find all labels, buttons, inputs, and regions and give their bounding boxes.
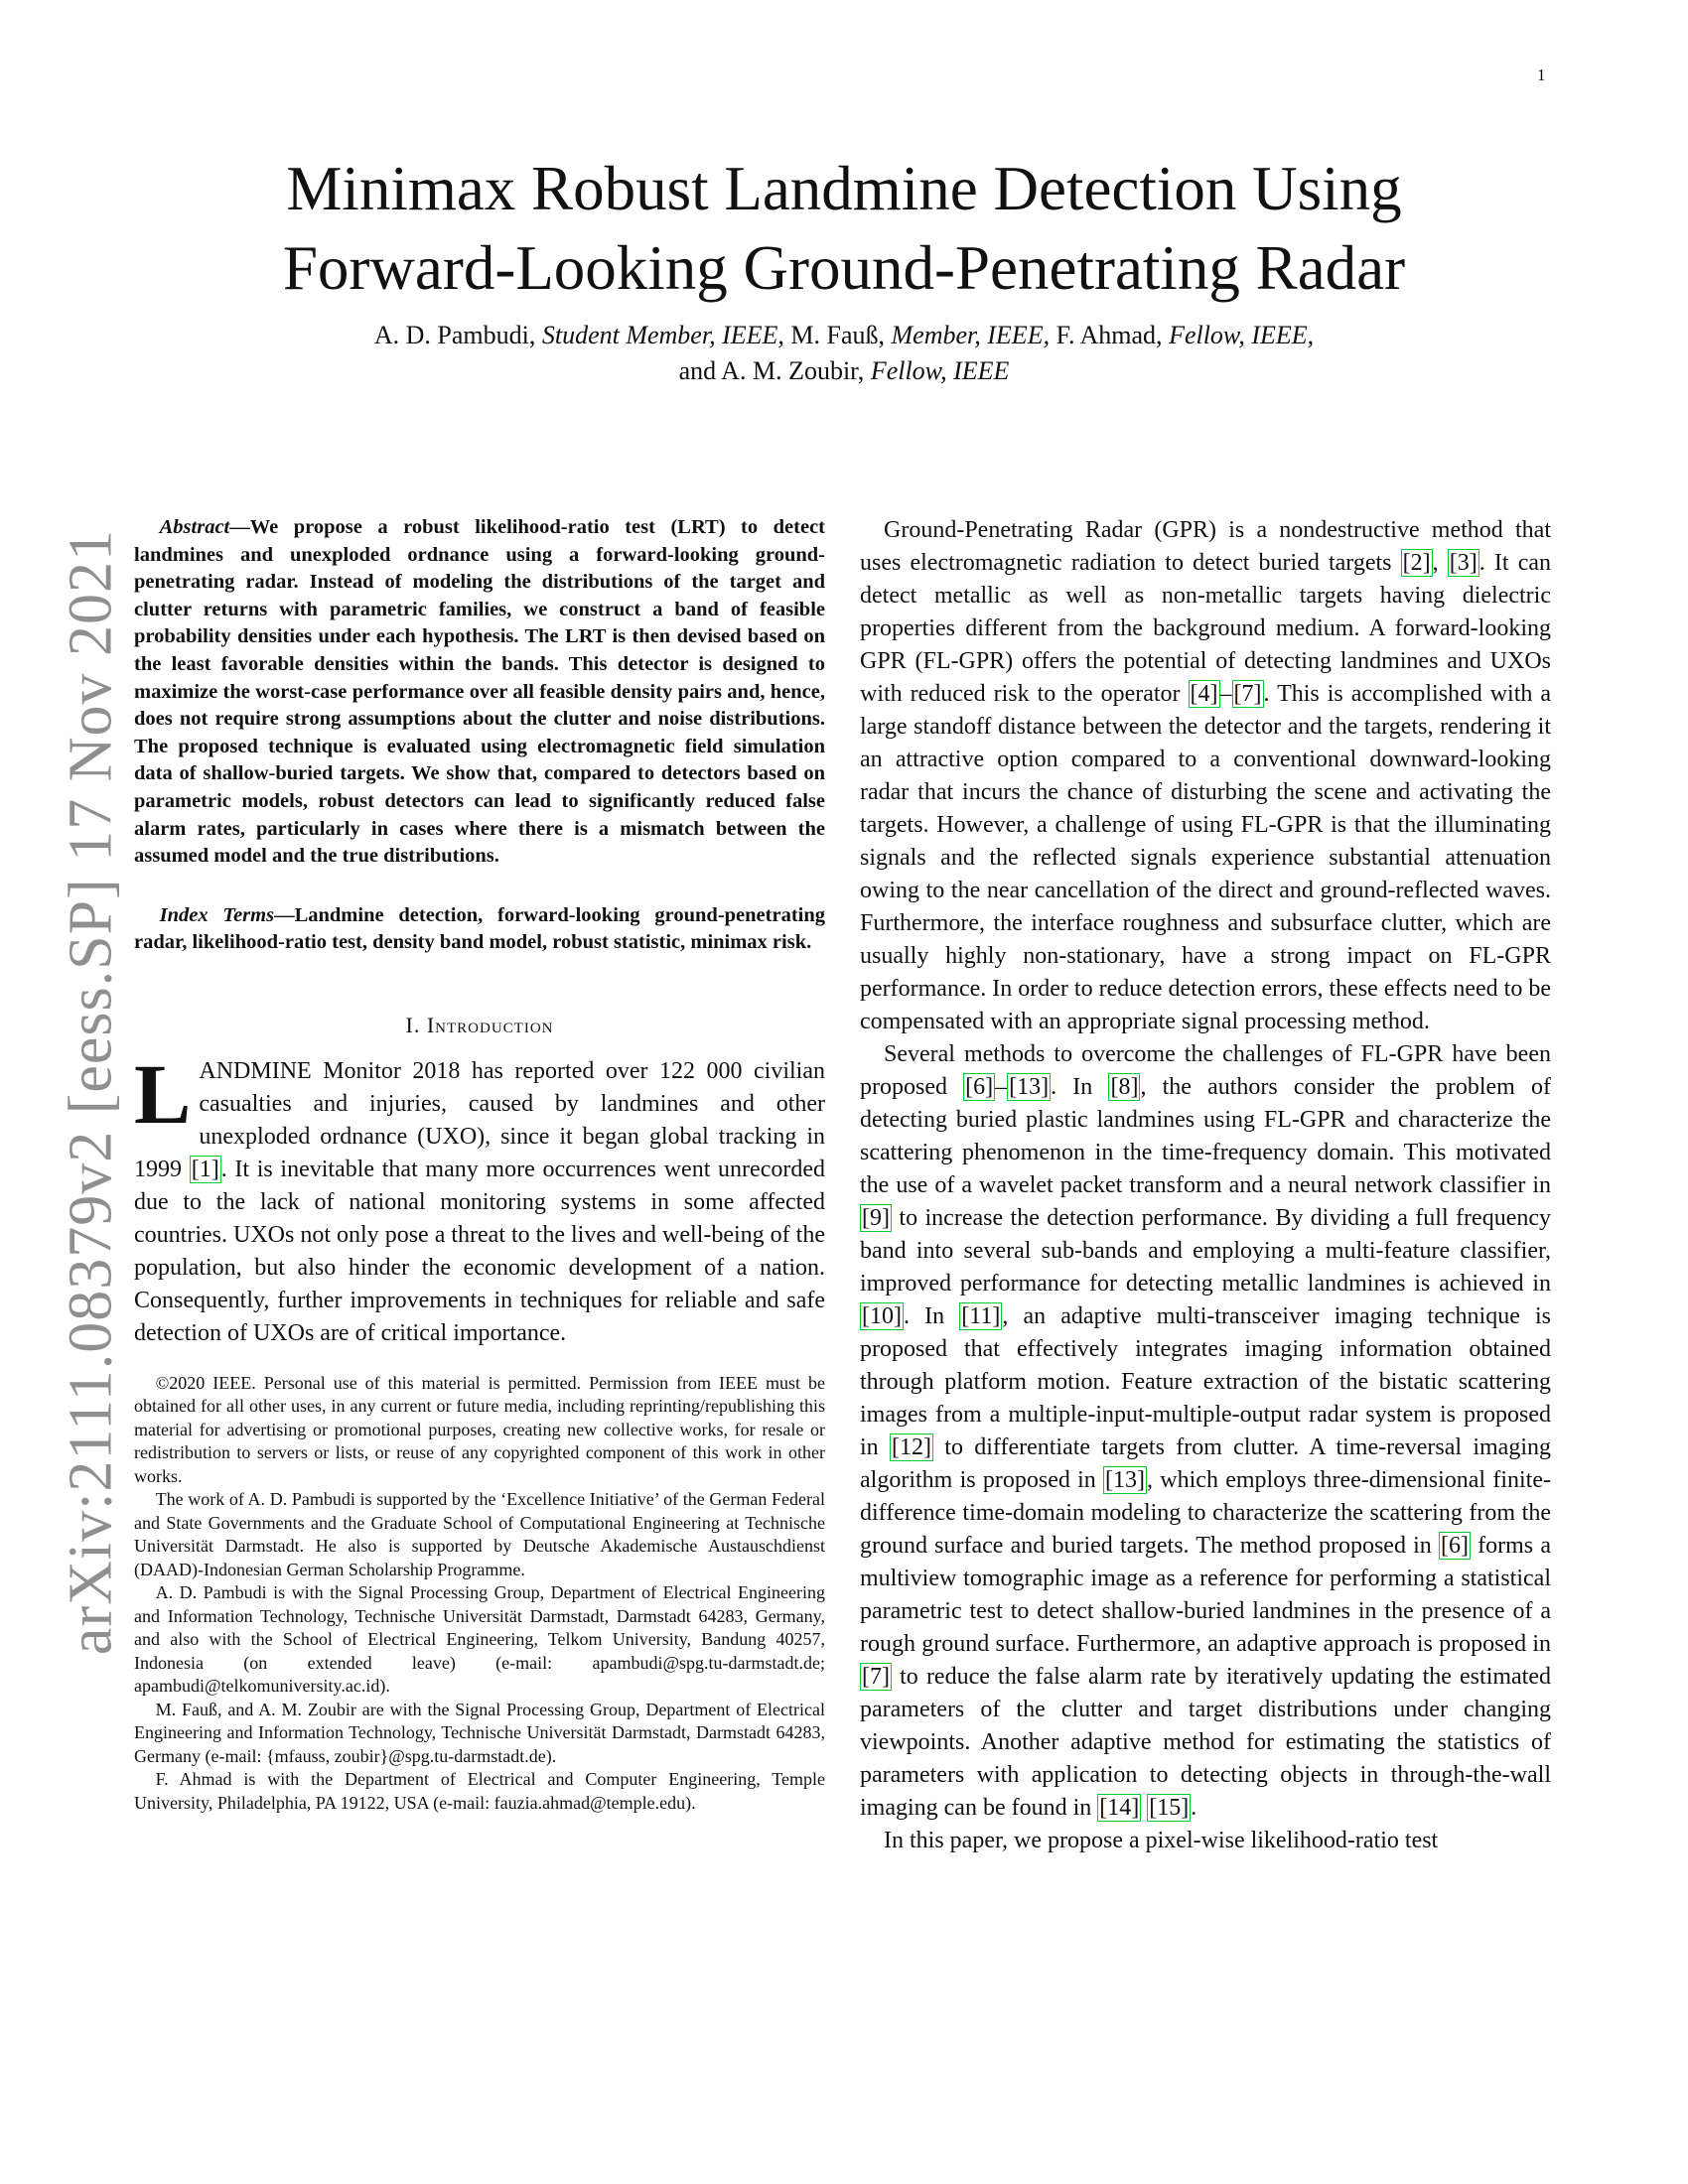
citation-link[interactable]: [13] [1105, 1467, 1146, 1493]
citation-link[interactable]: [9] [862, 1205, 890, 1231]
footnote-support: The work of A. D. Pambudi is supported by the ‘Excellence Initiative’ of the German Federal and State Governments and the Graduate School of Computational Engineering at Technische Universität Darmstadt. He also is supported by Deutsche Akademische Austauschdienst (DAAD)-Indonesian German Scholarship Programme. [134, 1489, 825, 1579]
paper-title [129, 149, 1559, 308]
section-heading [134, 1009, 825, 1041]
body-paragraph-1 [860, 514, 1551, 1038]
citation-link[interactable]: [7] [862, 1664, 890, 1690]
text-span: . [1191, 1795, 1197, 1821]
author-1: A. D. Pambudi, [373, 321, 536, 349]
arxiv-stamp: arXiv:2111.08379v2 [eess.SP] 17 Nov 2021 [57, 528, 125, 1656]
section-number: I. [405, 1012, 421, 1037]
text-span: , [1432, 550, 1448, 576]
text-span: – [995, 1074, 1008, 1100]
citation-link[interactable]: [2] [1402, 550, 1431, 576]
index-terms-text: —Landmine detection, forward-looking ground-penetrating radar, likelihood-ratio test, density band model, robust statistic, minimax risk. [134, 903, 825, 954]
text-span: . In [903, 1303, 960, 1329]
intro-text-2: . It is inevitable that many more occurrences went unrecorded due to the lack of national monitoring systems in some affected countries. UXOs not only pose a threat to the lives and well-being of the population, but also hinder the economic development of a nation. Consequently, further improvements in techniques for reliable and safe detection of UXOs are of critical importance. [134, 1156, 826, 1346]
text-span: to reduce the false alarm rate by iteratively updating the estimated parameters of the clutter and target distributions under changing viewpoints. Another adaptive method for estimating the statistics of parameters with application to detecting objects in through-the-wall imaging can be found in [860, 1664, 1551, 1821]
intro-text: Monitor 2018 has reported over 122 000 civilian casualties and injuries, caused by landmines and other unexploded ordnance (UXO), since it began global tracking in 1999 [134, 1057, 825, 1182]
index-terms [134, 902, 825, 957]
citation-link[interactable]: [7] [1233, 681, 1262, 707]
intro-lead: ANDMINE [199, 1057, 312, 1084]
text-span: . This is accomplished with a large standoff distance between the detector and the targets, rendering it an attractive option compared to a conventional downward-looking radar that incurs the chance of disturbing the scene and activating the targets. However, a challenge of using FL-GPR is that the illuminating signals and the reflected signals experience substantial attenuation owing to the near cancellation of the direct and ground-reflected waves. Furthermore, the interface roughness and subsurface clutter, which are usually highly non-stationary, have a strong impact on FL-GPR performance. In order to reduce detection errors, these effects need to be compensated with an appropriate signal processing method. [860, 681, 1552, 1034]
text-span: to differentiate targets from clutter. A time-reversal imaging algorithm is proposed in [860, 1434, 1551, 1493]
right-column [860, 514, 1551, 1857]
text-span: to increase the detection performance. By dividing a full frequency band into several sub-bands and employing a multi-feature classifier, improved performance for detecting metallic landmines is achieved in [860, 1205, 1551, 1297]
citation-link[interactable]: [6] [1440, 1533, 1469, 1559]
author-3-role: Fellow, IEEE, [1169, 321, 1315, 349]
citation-link[interactable]: [8] [1110, 1074, 1139, 1100]
drop-cap: L [134, 1045, 192, 1142]
body-paragraph-3: In this paper, we propose a pixel-wise likelihood-ratio test [884, 1828, 1439, 1853]
intro-paragraph [134, 1045, 826, 1350]
citation-link[interactable]: [15] [1149, 1795, 1190, 1821]
page-number: 1 [1537, 66, 1546, 84]
text-span: . In [1051, 1074, 1109, 1100]
citation-link[interactable]: [11] [961, 1303, 1001, 1329]
text-span: , the authors consider the problem of detecting buried plastic landmines using FL-GPR and characterize the scattering phenomenon in the time-frequency domain. This motivated the use of a wavelet packet transform and a neural network classifier in [860, 1074, 1551, 1198]
footnotes [134, 1372, 825, 1816]
citation-link[interactable]: [14] [1099, 1795, 1140, 1821]
abstract [134, 514, 825, 871]
abstract-label: Abstract [159, 516, 230, 538]
author-4-role: Fellow, IEEE [870, 356, 1010, 385]
footnote-copyright: ©2020 IEEE. Personal use of this material is permitted. Permission from IEEE must be obtained for all other uses, in any current or future media, including reprinting/republishing this material for advertising or promotional purposes, creating new collective works, for resale or redistribution to servers or lists, or reuse of any copyrighted component of this work in other works. [134, 1372, 825, 1486]
footnote-fauss: M. Fauß, and A. M. Zoubir are with the Signal Processing Group, Department of Electrical Engineering and Information Technology, Technische Universität Darmstadt, Darmstadt 64283, Germany (e-mail: {mfauss, zoubir}@spg.tu-darmstadt.de). [134, 1699, 825, 1766]
footnote-pambudi: A. D. Pambudi is with the Signal Processing Group, Department of Electrical Engineering and Information Technology, Technische Universität Darmstadt, Darmstadt 64283, Germany, and also with the School of Electrical Engineering, Telkom University, Bandung 40257, Indonesia (on extended leave) (e-mail: apambudi@spg.tu-darmstadt.de; apambudi@telkomuniversity.ac.id). [134, 1582, 825, 1697]
citation-link[interactable]: [4] [1190, 681, 1218, 707]
title-line-1: Minimax Robust Landmine Detection Using [286, 154, 1402, 223]
section-title: Introduction [426, 1012, 554, 1037]
citation-link[interactable]: [1] [191, 1156, 219, 1182]
citation-link[interactable]: [6] [965, 1074, 994, 1100]
author-1-role: Student Member, IEEE, [541, 321, 784, 349]
text-span: Several methods to overcome the challenges of FL-GPR have been proposed [860, 1041, 1551, 1100]
left-column [134, 514, 825, 1815]
footnote-ahmad: F. Ahmad is with the Department of Electrical and Computer Engineering, Temple University, Philadelphia, PA 19122, USA (e-mail: fauzia.ahmad@temple.edu). [134, 1769, 825, 1813]
author-4: and A. M. Zoubir, [678, 356, 865, 385]
text-span: forms a multiview tomographic image as a reference for performing a statistical parametric test to detect shallow-buried landmines in the presence of a rough ground surface. Furthermore, an adaptive approach is proposed in [860, 1533, 1551, 1657]
text-span: , which employs three-dimensional finite-difference time-domain modeling to characterize the scattering from the ground surface and buried targets. The method proposed in [860, 1467, 1551, 1559]
title-block [129, 149, 1559, 389]
citation-link[interactable]: [10] [862, 1303, 902, 1329]
text-span: – [1219, 681, 1232, 707]
citation-link[interactable]: [13] [1009, 1074, 1050, 1100]
text-span: . It can detect metallic as well as non-metallic targets having dielectric properties different from the background medium. A forward-looking GPR (FL-GPR) offers the potential of detecting landmines and UXOs with reduced risk to the operator [860, 550, 1552, 707]
author-2: M. Fauß, [790, 321, 886, 349]
abstract-text: —We propose a robust likelihood-ratio test (LRT) to detect landmines and unexploded ordnance using a forward-looking ground-penetrating radar. Instead of modeling the distributions of the target and clutter returns with parametric families, we construct a band of feasible probability densities under each hypothesis. The LRT is then devised based on the least favorable densities within the bands. This detector is designed to maximize the worst-case performance over all feasible density pairs and, hence, does not require strong assumptions about the clutter and noise distributions. The proposed technique is evaluated using electromagnetic field simulation data of shallow-buried targets. We show that, compared to detectors based on parametric models, robust detectors can lead to significantly reduced false alarm rates, particularly in cases where there is a mismatch between the assumed model and the true distributions. [134, 516, 825, 868]
text-span: , an adaptive multi-transceiver imaging technique is proposed that effectively integrates imaging information obtained through platform motion. Feature extraction of the bistatic scattering images from a multiple-input-multiple-output radar system is proposed in [860, 1303, 1551, 1460]
author-list [129, 318, 1559, 389]
citation-link[interactable]: [3] [1449, 550, 1477, 576]
citation-link[interactable]: [12] [891, 1434, 931, 1460]
author-3: F. Ahmad, [1055, 321, 1163, 349]
author-2-role: Member, IEEE, [891, 321, 1051, 349]
body-paragraph-2 [860, 1038, 1551, 1825]
text-span: Ground-Penetrating Radar (GPR) is a nondestructive method that uses electromagnetic radiation to detect buried targets [860, 517, 1551, 576]
title-line-2: Forward-Looking Ground-Penetrating Radar [282, 233, 1406, 303]
index-terms-label: Index Terms [159, 903, 275, 926]
